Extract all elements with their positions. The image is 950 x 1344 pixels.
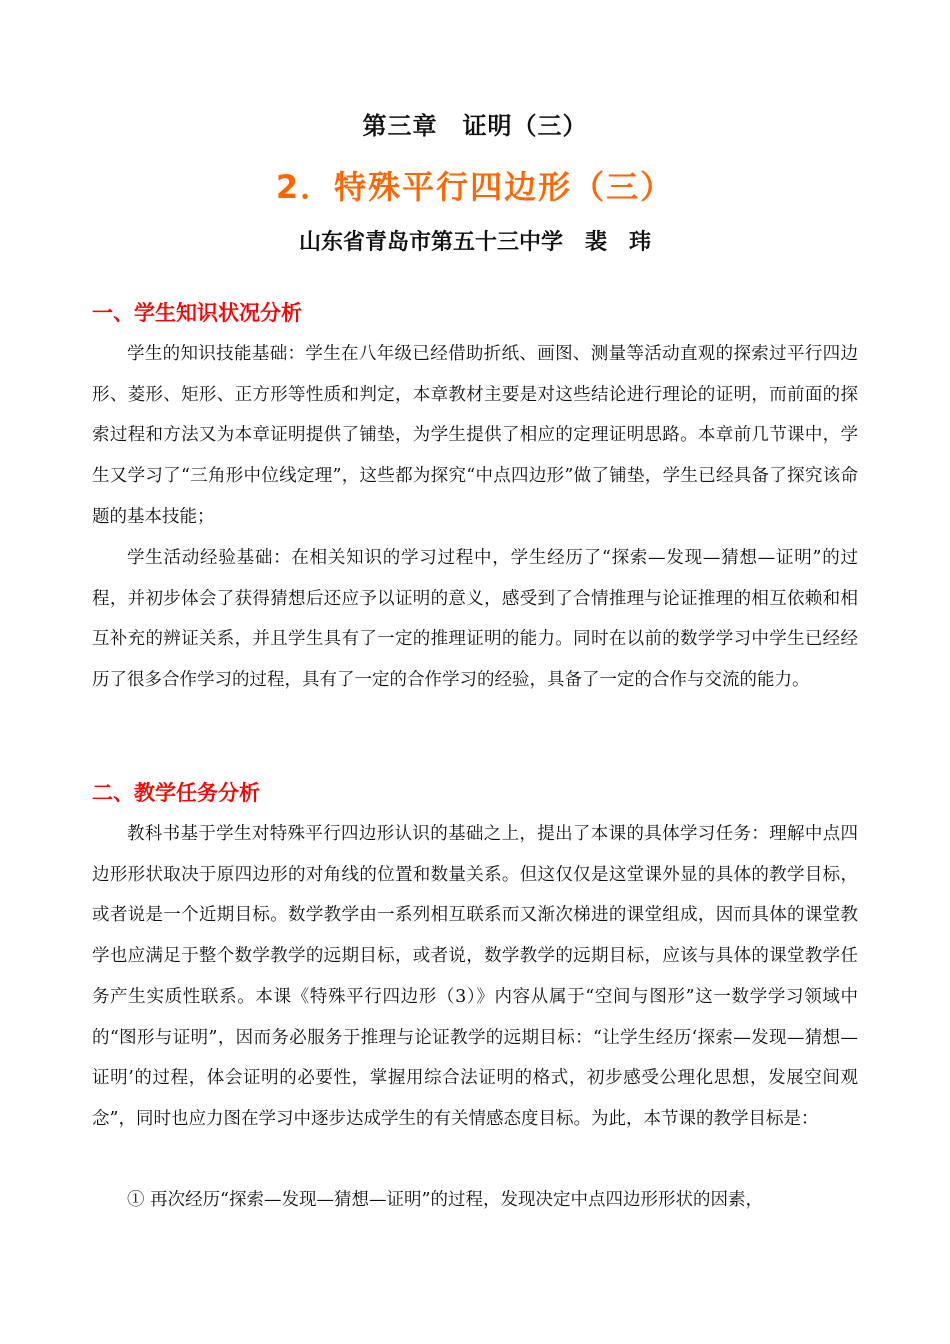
section-heading-task-analysis: 二、教学任务分析	[92, 781, 260, 805]
chapter-title: 第三章 证明（三）	[362, 112, 588, 140]
paragraph-task-analysis: 教科书基于学生对特殊平行四边形认识的基础之上，提出了本课的具体学习任务：理解中点四边形形状取决于原四边形的对角线的位置和数量关系。但这仅仅是这堂课外显的具体的教学目标，或者说是一个近期目标。数学教学由一系列相互联系而又渐次梯进的课堂组成，因而具体的课堂教学也应满足于整个数学教学的远期目标，或者说，数学教学的远期目标，应该与具体的课堂教学任务产生实质性联系。本课《特殊平行四边形（3）》内容从属于“空间与图形”这一数学学习领域中的“图形与证明”，因而务必服务于推理与论证教学的远期目标：“让学生经历‘探索—发现—猜想—证明’的过程，体会证明的必要性，掌握用综合法证明的格式，初步感受公理化思想，发展空间观念”，同时也应力图在学习中逐步达成学生的有关情感态度目标。为此，本节课的教学目标是：	[92, 824, 858, 1129]
paragraph-objective-1: ① 再次经历“探索—发现—猜想—证明”的过程，发现决定中点四边形形状的因素，	[127, 1190, 763, 1210]
author-line: 山东省青岛市第五十三中学 裴 玮	[298, 230, 651, 255]
paragraph-activity-basis: 学生活动经验基础：在相关知识的学习过程中，学生经历了“探索—发现—猜想—证明”的过程，并初步体会了获得猜想后还应予以证明的意义，感受到了合情推理与论证推理的相互依赖和相互补充的辨证关系，并且学生具有了一定的推理证明的能力。同时在以前的数学学习中学生已经经历了很多合作学习的过程，具有了一定的合作学习的经验，具备了一定的合作与交流的能力。	[92, 548, 858, 691]
paragraph-knowledge-basis: 学生的知识技能基础：学生在八年级已经借助折纸、画图、测量等活动直观的探索过平行四边形、菱形、矩形、正方形等性质和判定，本章教材主要是对这些结论进行理论的证明，而前面的探索过程和方法又为本章证明提供了铺垫，为学生提供了相应的定理证明思路。本章前几节课中，学生又学习了“三角形中位线定理”，这些都为探究“中点四边形”做了铺垫，学生已经具备了探究该命题的基本技能；	[92, 344, 858, 527]
section-heading-student-analysis: 一、学生知识状况分析	[92, 301, 302, 325]
lesson-title: 2．特殊平行四边形（三）	[275, 168, 675, 206]
